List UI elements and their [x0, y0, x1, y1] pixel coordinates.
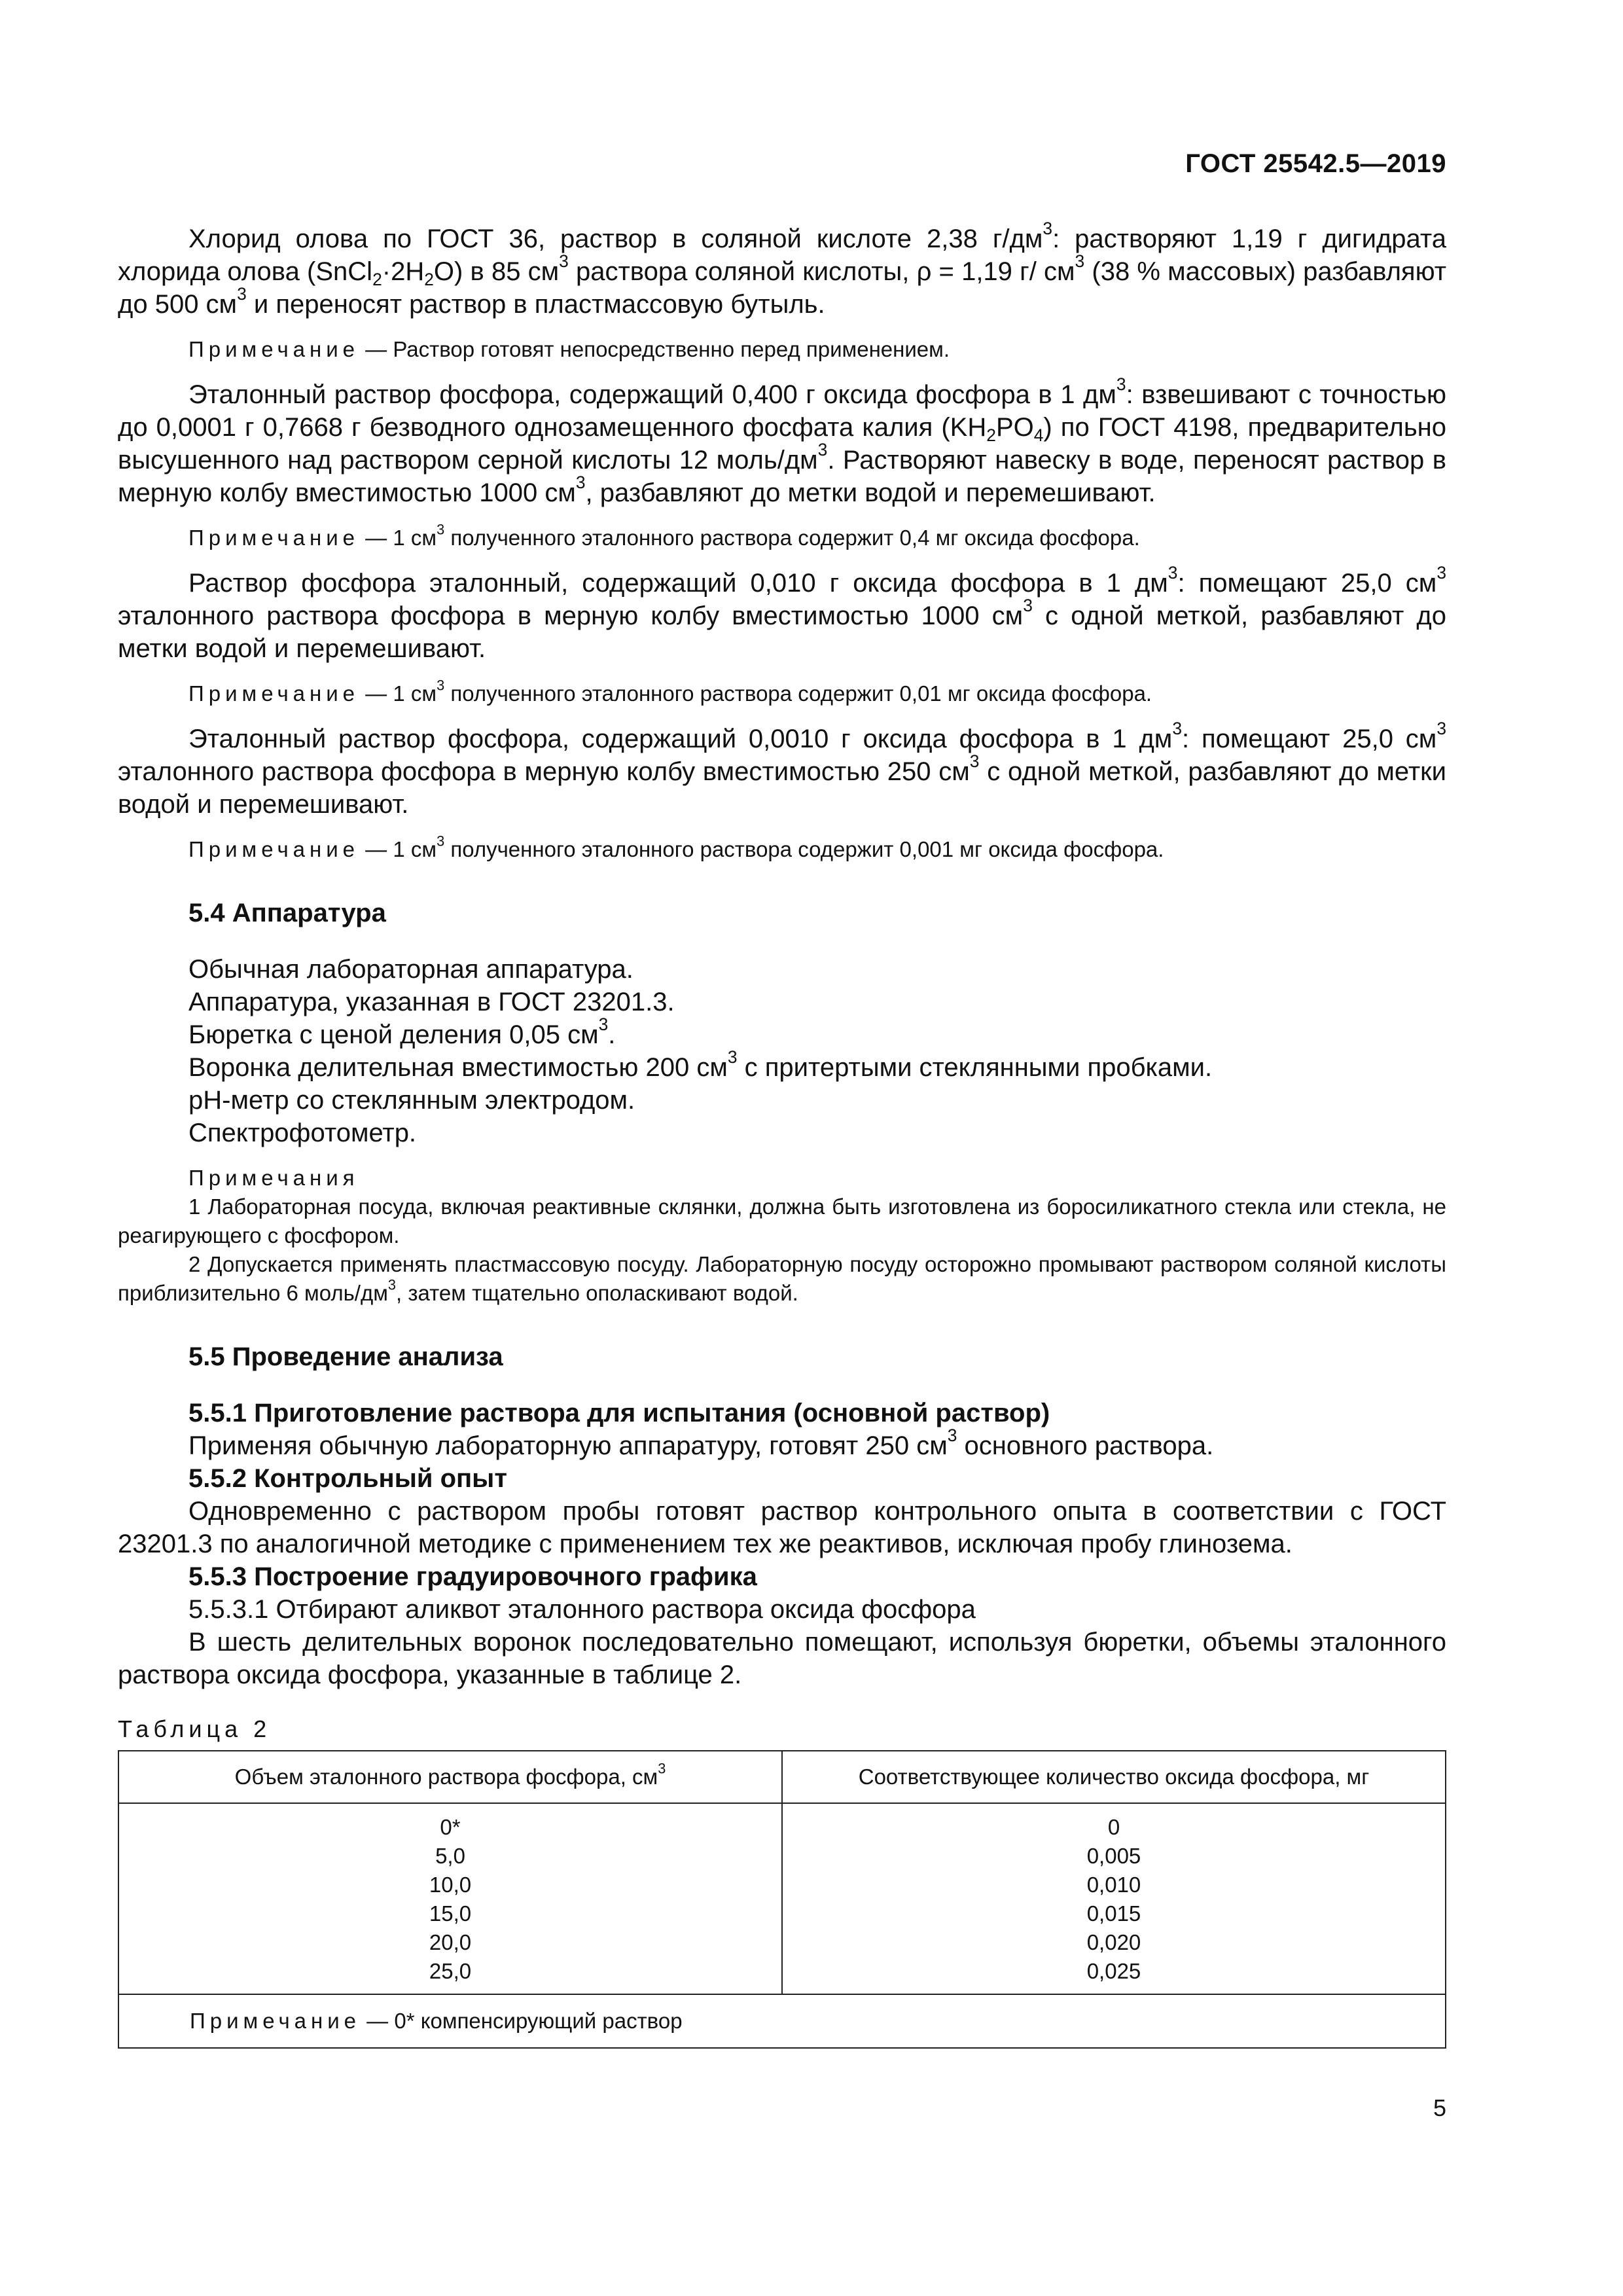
table-cell: 0,015: [1086, 1901, 1141, 1926]
note-3: Примечание — 1 $см^3$ полученного эталонного раствора содержит 0,01 мг оксида фосфора.: [188, 677, 1152, 706]
table-cell: 5,0: [435, 1844, 465, 1868]
apparatus-item: pH-метр со стеклянным электродом.: [188, 1086, 635, 1115]
table-note: Примечание — 0* компенсирующий раствор: [118, 1994, 1446, 2048]
note-1: Примечание — Раствор готовят непосредственно перед применением.: [188, 337, 950, 361]
table-header-amount: Соответствующее количество оксида фосфора, мг: [782, 1751, 1446, 1803]
section-5-5-3-1-text: 5.5.3.1 Отбирают аликвот эталонного раствора оксида фосфора: [188, 1595, 976, 1624]
table-cell: 0: [1107, 1815, 1120, 1839]
paragraph-tin-chloride: Хлорид олова по ГОСТ 36, раствор в соляной кислоте 2,38 $г/дм^3$: растворяют 1,19 г дигидрата хлорида олова $(SnCl_2\cdot 2H_2O)$ в 85 $см^3$ раствора соляной кислоты, ρ = 1,19 г/ $см^3$ (38 % массовых) разбавляют до 500 $см^3$ и переносят раствор в пластмассовую бутыль.: [118, 219, 1447, 319]
notes-label: Примечания: [188, 1166, 359, 1190]
section-5-5-2-title: 5.5.2 Контрольный опыт: [188, 1464, 507, 1493]
apparatus-note-2: 2 Допускается применять пластмассовую посуду. Лабораторную посуду осторожно промывают раствором соляной кислоты приблизительно 6 моль/$дм^3$, затем тщательно ополаскивают водой.: [118, 1252, 1446, 1305]
section-5-5-title: 5.5 Проведение анализа: [188, 1342, 503, 1371]
table-cell: 0,005: [1086, 1844, 1141, 1868]
table-2: [118, 1750, 1446, 2049]
page-number: 5: [1433, 2094, 1446, 2121]
table-2-caption: Таблица 2: [118, 1715, 272, 1742]
apparatus-item: Спектрофотометр.: [188, 1119, 417, 1147]
table-cell: 20,0: [429, 1930, 472, 1954]
apparatus-note-1: 1 Лабораторная посуда, включая реактивные склянки, должна быть изготовлена из боросиликатного стекла или стекла, не реагирующего с фосфором.: [118, 1194, 1446, 1247]
document-body: [118, 219, 1447, 2049]
apparatus-item: Аппаратура, указанная в ГОСТ 23201.3.: [188, 988, 675, 1016]
table-column-amount-values: [782, 1803, 1446, 1994]
section-5-5-1-title: 5.5.1 Приготовление раствора для испытания (основной раствор): [188, 1399, 1050, 1427]
table-cell: 0,010: [1086, 1873, 1141, 1897]
table-cell: 0*: [440, 1815, 461, 1839]
paragraph-standard-solution-0010: Раствор фосфора эталонный, содержащий 0,010 г оксида фосфора в 1 $дм^3$: помещают 25,0 $см^3$ эталонного раствора фосфора в мерную колбу вместимостью 1000 $см^3$ с одной меткой, разбавляют до метки водой и перемешивают.: [118, 563, 1447, 663]
table-cell: 15,0: [429, 1901, 472, 1926]
apparatus-item: Обычная лабораторная аппаратура.: [188, 955, 633, 984]
document-page: [118, 0, 1446, 2296]
section-5-5-1-text: Применяя обычную лабораторную аппаратуру, готовят 250 $см^3$ основного раствора.: [188, 1426, 1214, 1460]
apparatus-item: Бюретка с ценой деления 0,05 $см^3$.: [188, 1014, 616, 1049]
paragraph-standard-solution-00010: Эталонный раствор фосфора, содержащий 0,0010 г оксида фосфора в 1 $дм^3$: помещают 25,0 $см^3$ эталонного раствора фосфора в мерную колбу вместимостью 250 $см^3$ с одной меткой, разбавляют до метки водой и перемешивают.: [118, 719, 1446, 819]
note-2: Примечание — 1 $см^3$ полученного эталонного раствора содержит 0,4 мг оксида фосфора.: [188, 521, 1140, 550]
apparatus-item: Воронка делительная вместимостью 200 $см^3$ с притертыми стеклянными пробками.: [188, 1047, 1213, 1082]
table-column-volume-values: [118, 1803, 782, 1994]
table-header-volume: Объем эталонного раствора фосфора, $см^3$: [118, 1751, 782, 1803]
standard-header: ГОСТ 25542.5—2019: [1185, 149, 1446, 178]
section-5-5-3-text: В шесть делительных воронок последовательно помещают, используя бюретки, объемы эталонного раствора оксида фосфора, указанные в таблице 2.: [118, 1628, 1446, 1689]
section-5-5-2-text: Одновременно с раствором пробы готовят раствор контрольного опыта в соответствии с ГОСТ 23201.3 по аналогичной методике с применением тех же реактивов, исключая пробу глинозема.: [118, 1497, 1446, 1558]
section-5-4-title: 5.4 Аппаратура: [188, 899, 386, 927]
table-cell: 0,020: [1086, 1930, 1141, 1954]
paragraph-standard-solution-0400: Эталонный раствор фосфора, содержащий 0,400 г оксида фосфора в 1 $дм^3$: взвешивают с точностью до 0,0001 г 0,7668 г безводного однозамещенного фосфата калия $(KH_2PO_4)$ по ГОСТ 4198, предварительно высушенного над раствором серной кислоты 12 моль/$дм^3$. Растворяют навеску в воде, переносят раствор в мерную колбу вместимостью 1000 $см^3$, разбавляют до метки водой и перемешивают.: [118, 374, 1446, 507]
table-cell: 25,0: [429, 1959, 472, 1983]
section-5-5-3-title: 5.5.3 Построение градуировочного графика: [188, 1562, 757, 1591]
table-cell: 0,025: [1086, 1959, 1141, 1983]
table-cell: 10,0: [429, 1873, 472, 1897]
note-4: Примечание — 1 $см^3$ полученного эталонного раствора содержит 0,001 мг оксида фосфора.: [188, 833, 1164, 861]
